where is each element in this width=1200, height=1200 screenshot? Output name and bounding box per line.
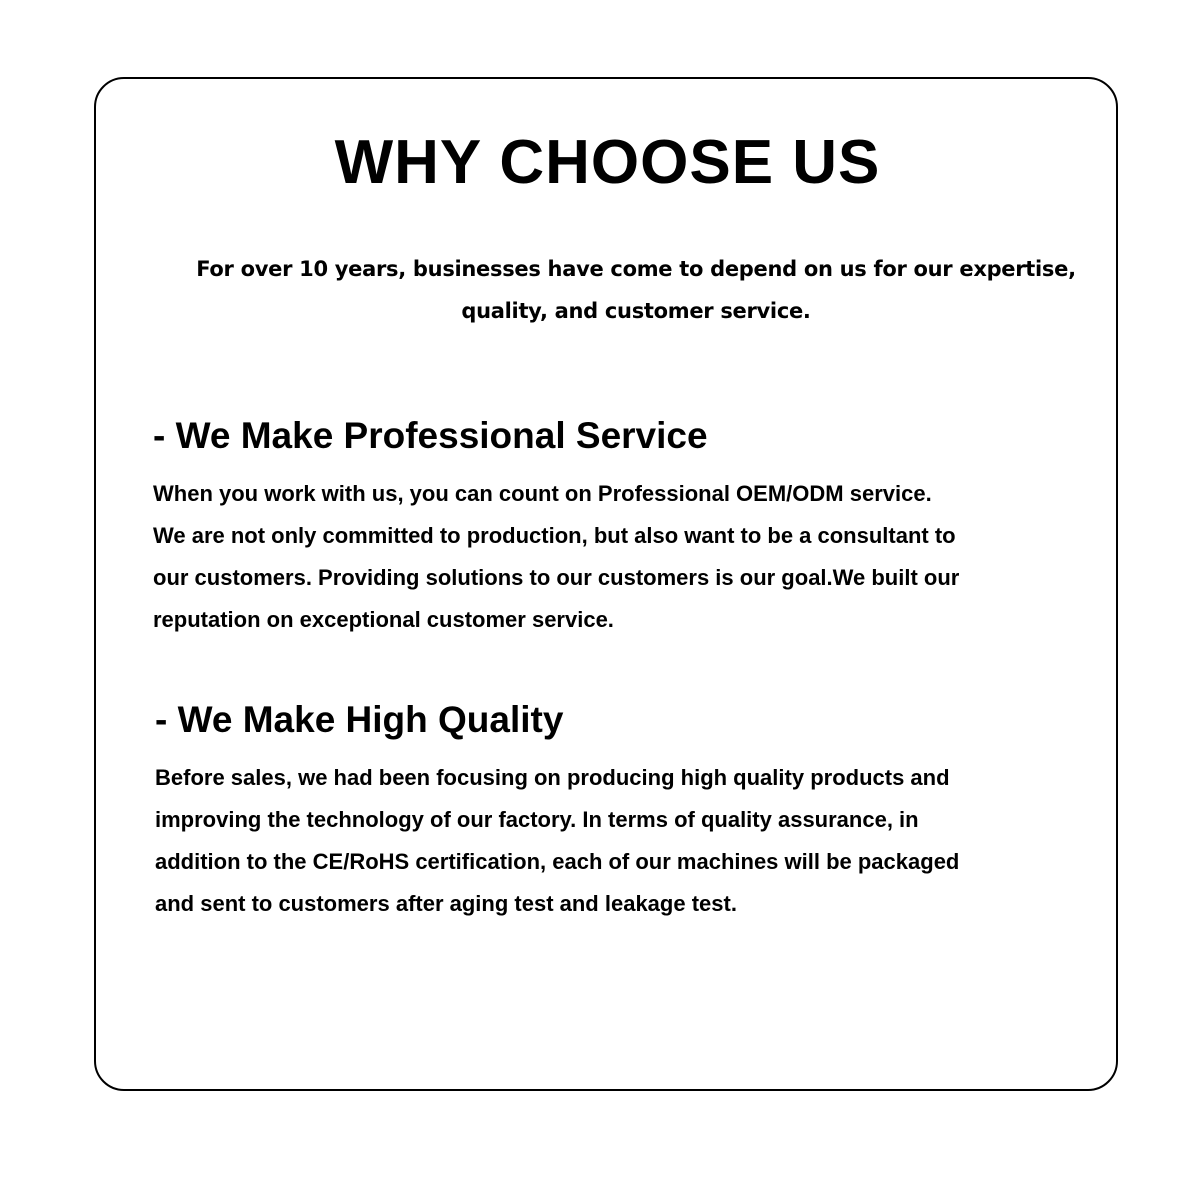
body-line: reputation on exceptional customer service. (153, 607, 614, 632)
body-line: improving the technology of our factory. In terms of quality assurance, in (155, 807, 919, 832)
section-heading-high-quality: - We Make High Quality (155, 699, 564, 740)
section-body-high-quality (155, 757, 1115, 925)
body-line: When you work with us, you can count on Professional OEM/ODM service. (153, 481, 932, 506)
body-line: and sent to customers after aging test and leakage test. (155, 891, 737, 916)
intro-text (150, 248, 1122, 332)
intro-line: For over 10 years, businesses have come to depend on us for our expertise, (196, 257, 1076, 281)
intro-line: quality, and customer service. (461, 299, 811, 323)
body-line: Before sales, we had been focusing on producing high quality products and (155, 765, 950, 790)
body-line: We are not only committed to production, but also want to be a consultant to (153, 523, 956, 548)
body-line: addition to the CE/RoHS certification, each of our machines will be packaged (155, 849, 960, 874)
page-title: WHY CHOOSE US (334, 128, 881, 197)
section-body-professional-service (153, 473, 1113, 641)
body-line: our customers. Providing solutions to our customers is our goal.We built our (153, 565, 960, 590)
section-heading-professional-service: - We Make Professional Service (153, 415, 708, 456)
